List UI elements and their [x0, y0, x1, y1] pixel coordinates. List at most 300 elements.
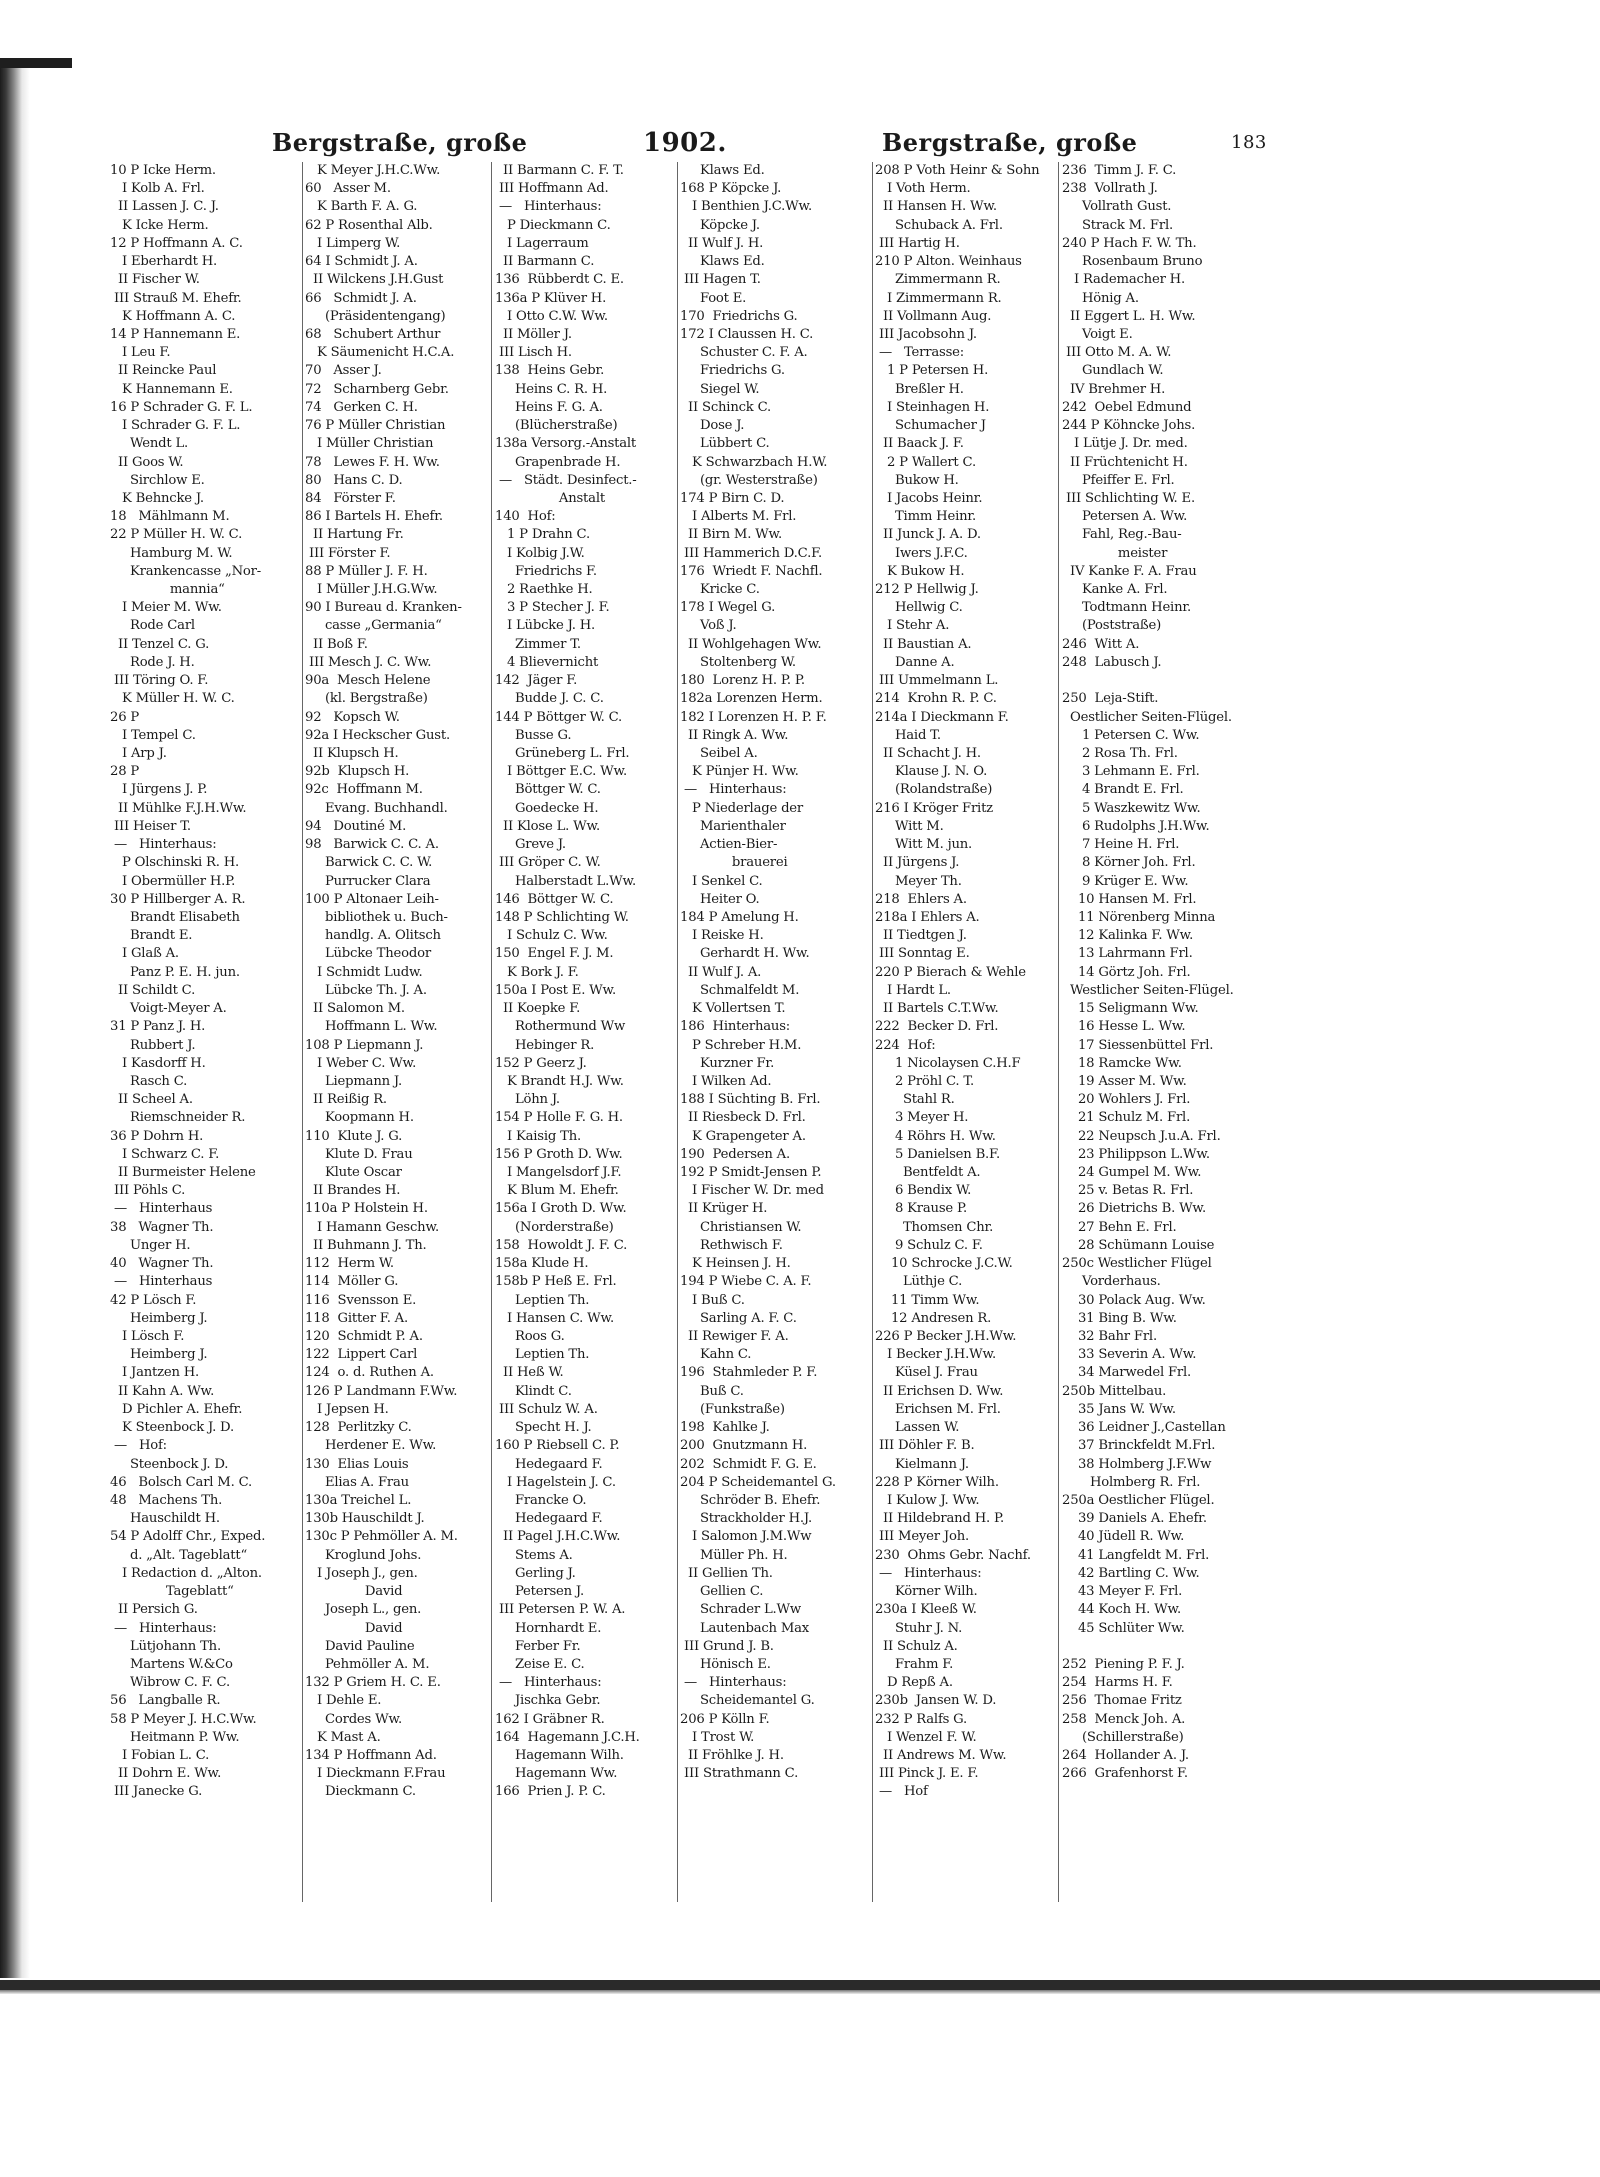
directory-entry: 264 Hollander A. J. [1062, 1748, 1189, 1764]
directory-entry: Brandt E. [110, 928, 193, 944]
directory-entry: I Kolbig J.W. [495, 545, 585, 561]
directory-entry: 8 Körner Joh. Frl. [1062, 855, 1196, 871]
directory-entry: 120 Schmidt P. A. [305, 1329, 423, 1344]
directory-entry: I Trost W. [680, 1729, 755, 1745]
directory-entry: 32 Bahr Frl. [1062, 1329, 1157, 1344]
directory-entry: — Städt. Desinfect.- [495, 472, 637, 488]
directory-entry: 14 Görtz Joh. Frl. [1062, 964, 1191, 980]
directory-entry: David [305, 1620, 403, 1636]
directory-entry: 3 P Stecher J. F. [495, 600, 610, 616]
directory-entry: 176 Wriedt F. Nachfl. [680, 563, 823, 579]
directory-entry: 220 P Bierach & Wehle [875, 964, 1026, 980]
directory-entry: Pfeiffer E. Frl. [1062, 472, 1175, 488]
directory-entry: I Kulow J. Ww. [875, 1492, 980, 1508]
directory-entry: III Töring O. F. [110, 673, 209, 689]
directory-entry: 114 Möller G. [305, 1274, 399, 1290]
directory-entry: — Hof: [110, 1438, 167, 1454]
directory-entry: (gr. Westerstraße) [680, 472, 818, 488]
directory-entry: 28 Schümann Louise [1062, 1237, 1215, 1253]
directory-entry: 126 P Landmann F.Ww. [305, 1383, 458, 1399]
directory-entry: K Vollertsen T. [680, 1001, 786, 1017]
column-rule [302, 162, 303, 1902]
directory-entry: II Andrews M. Ww. [875, 1748, 1007, 1764]
directory-entry: Timm Heinr. [875, 509, 977, 525]
directory-entry: 124 o. d. Ruthen A. [305, 1365, 434, 1381]
directory-entry: Böttger W. C. [495, 782, 601, 798]
directory-entry: 112 Herm W. [305, 1256, 394, 1272]
directory-entry: 56 Langballe R. [110, 1693, 221, 1709]
directory-entry: — Hinterhaus [110, 1274, 213, 1290]
directory-entry: II Jürgens J. [875, 855, 960, 871]
directory-entry: 3 Lehmann E. Frl. [1062, 764, 1200, 780]
directory-entry: 152 P Geerz J. [495, 1055, 587, 1071]
directory-entry: 250c Westlicher Flügel [1062, 1256, 1212, 1272]
directory-entry: Halberstadt L.Ww. [495, 873, 636, 889]
directory-entry: Rode J. H. [110, 654, 195, 670]
directory-entry: II Früchtenicht H. [1062, 454, 1188, 470]
directory-entry: 222 Becker D. Frl. [875, 1019, 999, 1035]
directory-entry: K Icke Herm. [110, 217, 209, 233]
directory-entry: III Meyer Joh. [875, 1529, 969, 1545]
directory-entry: 38 Holmberg J.F.Ww [1062, 1456, 1212, 1472]
directory-entry: Klaws Ed. [680, 254, 765, 270]
directory-entry: 1 P Petersen H. [875, 363, 989, 379]
directory-entry: Specht H. J. [495, 1420, 592, 1436]
directory-entry: 128 Perlitzky C. [305, 1420, 412, 1436]
directory-entry: Ferber Fr. [495, 1638, 581, 1654]
directory-entry: 90a Mesch Helene [305, 673, 431, 689]
directory-entry: 40 Wagner Th. [110, 1256, 214, 1272]
directory-entry: Witt M. [875, 818, 944, 834]
directory-entry: 12 Andresen R. [875, 1310, 992, 1326]
directory-entry: 174 P Birn C. D. [680, 490, 785, 506]
directory-entry: Krankencasse „Nor- [110, 563, 262, 579]
directory-entry: 226 P Becker J.H.Ww. [875, 1329, 1017, 1344]
directory-entry: — Hinterhaus: [110, 1620, 217, 1636]
directory-entry: I Schmidt Ludw. [305, 964, 423, 980]
directory-entry: 17 Siessenbüttel Frl. [1062, 1037, 1214, 1053]
page-number: 183 [1231, 132, 1267, 153]
directory-entry: 15 Seligmann Ww. [1062, 1001, 1199, 1017]
directory-entry: III Jacobsohn J. [875, 326, 977, 342]
directory-entry: K Pünjer H. Ww. [680, 764, 799, 780]
directory-entry: K Behncke J. [110, 490, 204, 506]
directory-entry: Vollrath Gust. [1062, 199, 1172, 215]
directory-entry: K Müller H. W. C. [110, 691, 235, 707]
directory-entry: 62 P Rosenthal Alb. [305, 217, 433, 233]
directory-entry: 26 Dietrichs B. Ww. [1062, 1201, 1206, 1217]
directory-entry: Barwick C. C. W. [305, 855, 433, 871]
directory-entry: II Tiedtgen J. [875, 928, 967, 944]
directory-entry: 238 Vollrath J. [1062, 181, 1158, 197]
directory-entry: — Terrasse: [875, 345, 964, 361]
directory-entry: II Birn M. Ww. [680, 527, 783, 543]
directory-entry: I Zimmermann R. [875, 290, 1002, 306]
directory-entry: 118 Gitter F. A. [305, 1310, 408, 1326]
directory-entry: d. „Alt. Tageblatt“ [110, 1547, 247, 1563]
directory-entry: II Dohrn E. Ww. [110, 1766, 222, 1782]
directory-entry: 192 P Smidt-Jensen P. [680, 1165, 822, 1181]
directory-entry: Heimberg J. [110, 1347, 208, 1363]
directory-entry: 232 P Ralfs G. [875, 1711, 968, 1727]
directory-entry: III Otto M. A. W. [1062, 345, 1172, 361]
directory-entry: Lübbert C. [680, 436, 770, 452]
directory-entry: 250b Mittelbau. [1062, 1383, 1167, 1399]
directory-entry: II Hildebrand H. P. [875, 1511, 1004, 1527]
directory-entry: 4 Blievernicht [495, 654, 599, 670]
directory-entry: 42 Bartling C. Ww. [1062, 1565, 1200, 1581]
directory-entry: Elias A. Frau [305, 1474, 409, 1490]
directory-entry: Riemschneider R. [110, 1110, 246, 1126]
directory-entry: III Hammerich D.C.F. [680, 545, 822, 561]
directory-entry: II Brandes H. [305, 1183, 401, 1199]
directory-column-3 [495, 162, 675, 1802]
directory-entry: Rode Carl [110, 618, 195, 634]
directory-entry: 122 Lippert Carl [305, 1347, 418, 1363]
directory-entry: I Weber C. Ww. [305, 1055, 417, 1071]
directory-entry: I Fischer W. Dr. med [680, 1183, 824, 1199]
directory-entry: Rosenbaum Bruno [1062, 254, 1203, 270]
directory-entry: I Salomon J.M.Ww [680, 1529, 812, 1545]
directory-entry: IV Brehmer H. [1062, 381, 1166, 397]
directory-entry: I Leu F. [110, 345, 171, 361]
directory-entry: — Hinterhaus: [875, 1565, 982, 1581]
directory-entry: K Meyer J.H.C.Ww. [305, 163, 441, 178]
directory-entry: III Schlichting W. E. [1062, 490, 1195, 506]
directory-entry: 68 Schubert Arthur [305, 326, 441, 342]
directory-entry: Schröder B. Ehefr. [680, 1492, 821, 1508]
directory-entry: 31 P Panz J. H. [110, 1019, 206, 1035]
directory-entry: I Hamann Geschw. [305, 1219, 439, 1235]
directory-entry: 6 Bendix W. [875, 1183, 972, 1199]
directory-entry: 33 Severin A. Ww. [1062, 1347, 1197, 1363]
directory-entry: Vorderhaus. [1062, 1274, 1161, 1290]
directory-entry: (Poststraße) [1062, 618, 1162, 634]
directory-entry: casse „Germania“ [305, 618, 442, 634]
directory-entry: 198 Kahlke J. [680, 1420, 770, 1436]
directory-entry: I Dehle E. [305, 1693, 382, 1709]
running-head-year: 1902. [643, 128, 727, 158]
directory-entry: 66 Schmidt J. A. [305, 290, 417, 306]
directory-entry: Panz P. E. H. jun. [110, 964, 240, 980]
directory-entry: 2 Pröhl C. T. [875, 1073, 975, 1089]
directory-entry: I Senkel C. [680, 873, 763, 889]
directory-entry: Todtmann Heinr. [1062, 600, 1192, 616]
directory-entry: Pehmöller A. M. [305, 1656, 430, 1672]
directory-entry: P Olschinski R. H. [110, 855, 240, 871]
directory-entry: 45 Schlüter Ww. [1062, 1620, 1185, 1636]
directory-entry: I Joseph J., gen. [305, 1565, 418, 1581]
directory-entry: Sirchlow E. [110, 472, 205, 488]
directory-entry: II Reißig R. [305, 1092, 387, 1108]
directory-entry: 182a Lorenzen Herm. [680, 691, 823, 707]
directory-entry: K Säumenicht H.C.A. [305, 345, 455, 361]
directory-column-6 [1062, 162, 1257, 1783]
directory-entry: Seibel A. [680, 746, 758, 761]
directory-entry: II Möller J. [495, 326, 572, 342]
directory-entry: 110 Klute J. G. [305, 1128, 403, 1144]
directory-entry: 1 Petersen C. Ww. [1062, 727, 1200, 743]
directory-entry: 10 Hansen M. Frl. [1062, 891, 1197, 907]
directory-entry: K Schwarzbach H.W. [680, 454, 828, 470]
directory-entry: III Strathmann C. [680, 1766, 799, 1782]
directory-entry: 31 Bing B. Ww. [1062, 1310, 1177, 1326]
directory-entry: III Petersen P. W. A. [495, 1602, 626, 1618]
directory-entry: 190 Pedersen A. [680, 1146, 790, 1162]
directory-entry: 186 Hinterhaus: [680, 1019, 791, 1035]
directory-column-5 [875, 162, 1060, 1802]
directory-entry: Cordes Ww. [305, 1711, 402, 1727]
directory-entry: 164 Hagemann J.C.H. [495, 1729, 640, 1745]
directory-entry: Hoffmann L. Ww. [305, 1019, 438, 1035]
directory-entry: Sarling A. F. C. [680, 1310, 797, 1326]
directory-entry: 35 Jans W. Ww. [1062, 1401, 1176, 1417]
directory-entry: 116 Svensson E. [305, 1292, 417, 1308]
directory-entry: mannia“ [110, 582, 225, 598]
directory-entry: (kl. Bergstraße) [305, 691, 428, 707]
directory-entry: I Hansen C. Ww. [495, 1310, 614, 1326]
directory-entry: Friedrichs F. [495, 563, 597, 579]
directory-entry: Dose J. [680, 418, 745, 434]
book-spine-edge [0, 58, 30, 1978]
directory-entry: D Pichler A. Ehefr. [110, 1401, 243, 1417]
directory-entry: Erichsen M. Frl. [875, 1401, 1001, 1417]
directory-entry: II Tenzel C. G. [110, 636, 210, 652]
directory-entry: 92a I Heckscher Gust. [305, 727, 450, 743]
directory-entry: (Rolandstraße) [875, 782, 993, 798]
directory-entry: 132 P Griem H. C. E. [305, 1675, 441, 1691]
directory-entry: 4 Röhrs H. Ww. [875, 1128, 996, 1144]
directory-entry: 230a I Kleeß W. [875, 1602, 977, 1618]
directory-entry: II Bartels C.T.Ww. [875, 1001, 999, 1017]
directory-entry: 144 P Böttger W. C. [495, 709, 623, 725]
directory-entry: 41 Langfeldt M. Frl. [1062, 1547, 1210, 1563]
directory-entry: Greve J. [495, 837, 566, 853]
directory-entry: 84 Förster F. [305, 490, 396, 506]
directory-entry: I Rademacher H. [1062, 272, 1185, 288]
directory-entry: 27 Behn E. Frl. [1062, 1219, 1177, 1235]
directory-entry: Klaws Ed. [680, 163, 765, 178]
directory-entry: I Schulz C. Ww. [495, 928, 608, 944]
directory-entry: Koopmann H. [305, 1110, 414, 1126]
directory-entry: III Lisch H. [495, 345, 572, 361]
directory-entry: 20 Wohlers J. Frl. [1062, 1092, 1191, 1108]
directory-entry: 100 P Altonaer Leih- [305, 891, 439, 907]
directory-entry: 12 P Hoffmann A. C. [110, 235, 243, 251]
directory-entry: Wendt L. [110, 436, 189, 452]
directory-entry: I Tempel C. [110, 727, 196, 743]
directory-entry: — Hinterhaus: [680, 1675, 787, 1691]
directory-entry: 110a P Holstein H. [305, 1201, 428, 1217]
directory-entry: 34 Marwedel Frl. [1062, 1365, 1192, 1381]
directory-entry: Hönisch E. [680, 1656, 771, 1672]
directory-entry: 92b Klupsch H. [305, 764, 410, 780]
directory-entry: 138 Heins Gebr. [495, 363, 605, 379]
directory-entry: III Gröper C. W. [495, 855, 601, 871]
directory-entry: II Schildt C. [110, 982, 196, 998]
directory-entry: 2 Rosa Th. Frl. [1062, 746, 1178, 761]
directory-entry: 5 Danielsen B.F. [875, 1146, 1000, 1162]
directory-entry: K Bork J. F. [495, 964, 579, 980]
directory-entry: 26 P [110, 709, 140, 725]
directory-entry: 218a I Ehlers A. [875, 909, 980, 925]
directory-entry: II Kahn A. Ww. [110, 1383, 215, 1399]
directory-entry: Breßler H. [875, 381, 964, 397]
directory-entry: Klause J. N. O. [875, 764, 988, 780]
directory-entry: Purrucker Clara [305, 873, 431, 889]
directory-entry: 140 Hof: [495, 509, 556, 525]
directory-entry: Strack M. Frl. [1062, 217, 1173, 233]
directory-entry: II Wulf J. A. [680, 964, 762, 980]
directory-entry: K Hannemann E. [110, 381, 233, 397]
directory-entry: 16 Hesse L. Ww. [1062, 1019, 1186, 1035]
directory-entry: II Reincke Paul [110, 363, 217, 379]
directory-entry: Hamburg M. W. [110, 545, 233, 561]
directory-entry: II Eggert L. H. Ww. [1062, 308, 1196, 324]
directory-entry: Schumacher J [875, 418, 986, 434]
directory-entry: 170 Friedrichs G. [680, 308, 798, 324]
directory-entry: 64 I Schmidt J. A. [305, 254, 418, 270]
running-head-right: Bergstraße, große [882, 128, 1138, 157]
directory-entry: K Hoffmann A. C. [110, 308, 236, 324]
directory-entry: I Kasdorff H. [110, 1055, 206, 1071]
directory-entry: I Mangelsdorf J.F. [495, 1165, 622, 1181]
directory-entry: K Steenbock J. D. [110, 1420, 234, 1436]
directory-entry: Foot E. [680, 290, 747, 306]
directory-entry: I Lösch F. [110, 1329, 185, 1344]
directory-entry: 19 Asser M. Ww. [1062, 1073, 1187, 1089]
directory-entry: Stoltenberg W. [680, 654, 796, 670]
directory-entry: 244 P Köhncke Johs. [1062, 418, 1196, 434]
directory-entry: 240 P Hach F. W. Th. [1062, 235, 1197, 251]
directory-entry: David Pauline [305, 1638, 415, 1654]
directory-entry: 9 Schulz C. F. [875, 1237, 983, 1253]
directory-entry: — Hinterhaus: [110, 837, 217, 853]
directory-entry: Heiter O. [680, 891, 760, 907]
directory-entry: Klindt C. [495, 1383, 572, 1399]
directory-entry: I Kaisig Th. [495, 1128, 582, 1144]
directory-entry: 182 I Lorenzen H. P. F. [680, 709, 827, 725]
directory-entry: I Steinhagen H. [875, 399, 990, 415]
directory-entry: Rubbert J. [110, 1037, 196, 1053]
directory-entry: III Döhler F. B. [875, 1438, 975, 1454]
directory-entry: 58 P Meyer J. H.C.Ww. [110, 1711, 257, 1727]
directory-entry: Stahl R. [875, 1092, 955, 1108]
directory-entry: I Voth Herm. [875, 181, 971, 197]
directory-entry: Kanke A. Frl. [1062, 582, 1168, 598]
directory-entry: 46 Bolsch Carl M. C. [110, 1474, 253, 1490]
directory-entry: I Stehr A. [875, 618, 950, 634]
directory-entry: II Fröhlke J. H. [680, 1748, 784, 1764]
directory-entry: Dieckmann C. [305, 1784, 416, 1800]
directory-entry: 200 Gnutzmann H. [680, 1438, 808, 1454]
directory-entry: II Gellien Th. [680, 1565, 773, 1581]
directory-entry: Hagemann Ww. [495, 1766, 618, 1782]
directory-entry: 92c Hoffmann M. [305, 782, 423, 798]
directory-entry: 92 Kopsch W. [305, 709, 400, 725]
directory-entry: 12 Kalinka F. Ww. [1062, 928, 1194, 944]
directory-entry: I Hardt L. [875, 982, 951, 998]
directory-entry: Gerhardt H. Ww. [680, 946, 810, 962]
directory-entry: 228 P Körner Wilh. [875, 1474, 999, 1490]
directory-entry: Stuhr J. N. [875, 1620, 963, 1636]
directory-entry: Lautenbach Max [680, 1620, 810, 1636]
directory-entry: 13 Lahrmann Frl. [1062, 946, 1193, 962]
directory-entry: Lassen W. [875, 1420, 960, 1436]
directory-entry: 21 Schulz M. Frl. [1062, 1110, 1191, 1126]
directory-entry: (Funkstraße) [680, 1401, 785, 1417]
directory-entry: 150a I Post E. Ww. [495, 982, 617, 998]
directory-column-1 [110, 162, 300, 1802]
directory-entry: Lübcke Th. J. A. [305, 982, 427, 998]
directory-entry [1062, 672, 1257, 690]
directory-entry: I Limperg W. [305, 235, 401, 251]
running-head-left: Bergstraße, große [272, 128, 528, 157]
directory-entry: III Janecke G. [110, 1784, 203, 1800]
directory-entry: 16 P Schrader G. F. L. [110, 399, 253, 415]
directory-entry: Heins C. R. H. [495, 381, 608, 397]
directory-column-4 [680, 162, 870, 1783]
directory-entry: Rothermund Ww [495, 1019, 626, 1035]
directory-entry: II Schulz A. [875, 1638, 958, 1654]
directory-entry: II Hartung Fr. [305, 527, 404, 543]
directory-entry: I Otto C.W. Ww. [495, 308, 608, 324]
directory-entry: 10 P Icke Herm. [110, 163, 216, 178]
directory-entry: Löhn J. [495, 1092, 560, 1108]
directory-entry: 224 Hof: [875, 1037, 936, 1053]
directory-entry: I Glaß A. [110, 946, 179, 962]
directory-entry: Hedegaard F. [495, 1456, 603, 1472]
directory-entry: Friedrichs G. [680, 363, 785, 379]
directory-page [110, 128, 1267, 1968]
directory-entry: Francke O. [495, 1492, 587, 1508]
directory-entry: David [305, 1584, 403, 1600]
directory-entry: 54 P Adolff Chr., Exped. [110, 1529, 266, 1545]
directory-entry: I Benthien J.C.Ww. [680, 199, 812, 215]
directory-entry: Leptien Th. [495, 1292, 590, 1308]
directory-entry: Tageblatt“ [110, 1584, 234, 1600]
directory-entry: II Lassen J. C. J. [110, 199, 219, 215]
directory-entry: Zeise E. C. [495, 1656, 585, 1672]
directory-entry: Busse G. [495, 727, 572, 743]
directory-entry: Martens W.&Co [110, 1656, 233, 1672]
directory-entry: II Ringk A. Ww. [680, 727, 789, 743]
directory-entry: I Meier M. Ww. [110, 600, 222, 616]
directory-entry: 48 Machens Th. [110, 1492, 223, 1508]
directory-entry: K Brandt H.J. Ww. [495, 1073, 624, 1089]
directory-entry: 210 P Alton. Weinhaus [875, 254, 1022, 270]
directory-entry: 98 Barwick C. C. A. [305, 837, 439, 853]
directory-entry: 94 Doutiné M. [305, 818, 407, 834]
directory-entry: K Grapengeter A. [680, 1128, 806, 1144]
directory-entry: 6 Rudolphs J.H.Ww. [1062, 818, 1210, 834]
directory-entry: III Strauß M. Ehefr. [110, 290, 242, 306]
directory-entry: 218 Ehlers A. [875, 891, 967, 907]
directory-entry: 248 Labusch J. [1062, 654, 1162, 670]
directory-entry: Westlicher Seiten-Flügel. [1062, 982, 1234, 998]
directory-entry: 42 P Lösch F. [110, 1292, 197, 1308]
directory-entry: Frahm F. [875, 1656, 954, 1672]
directory-entry: Zimmermann R. [875, 272, 1001, 288]
directory-column-2 [305, 162, 490, 1802]
directory-entry: Anstalt [495, 490, 605, 506]
directory-entry: I Eberhardt H. [110, 254, 218, 270]
directory-entry: 202 Schmidt F. G. E. [680, 1456, 817, 1472]
directory-entry: II Fischer W. [110, 272, 200, 288]
directory-entry: II Klupsch H. [305, 746, 399, 761]
directory-entry: 154 P Holle F. G. H. [495, 1110, 623, 1126]
directory-entry: P Dieckmann C. [495, 217, 611, 233]
